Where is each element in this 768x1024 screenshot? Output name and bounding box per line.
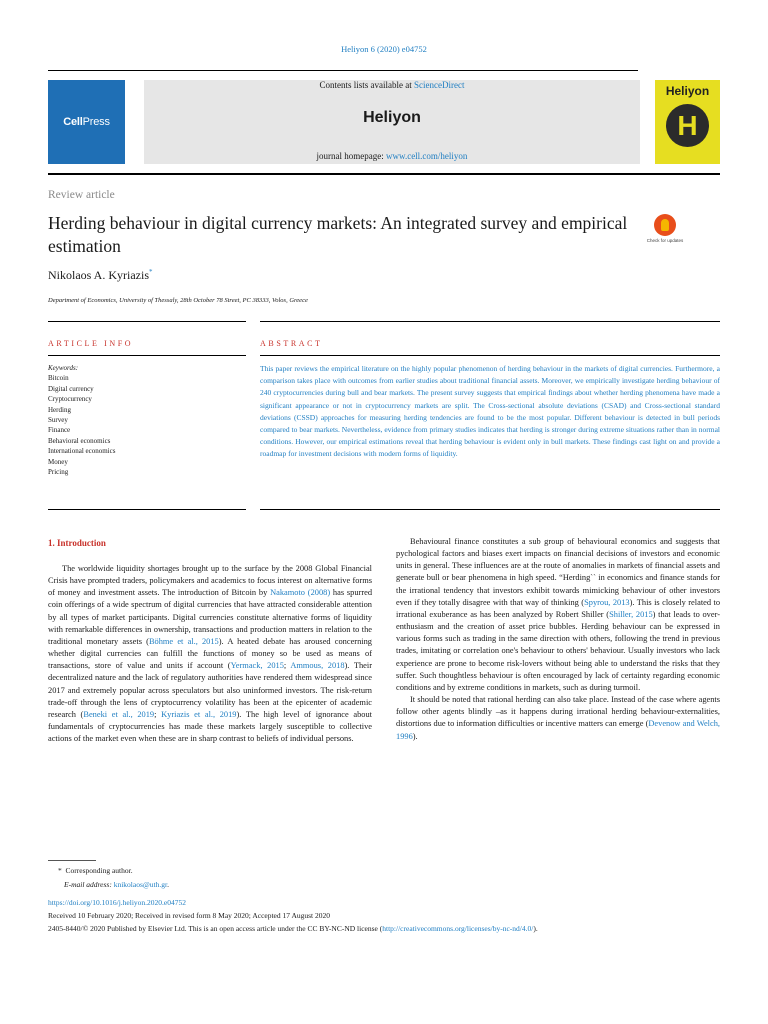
keywords-block — [48, 363, 238, 477]
paragraph-text: It should be noted that rational herding can also take place. Instead of the case where agents follow other agents blindly –as it happens during irrational herding behaviour-externalities, distortions due to information difficulties or incentive matters can emerge ( — [396, 695, 720, 729]
cellpress-logo-prefix: Cell — [63, 116, 83, 128]
cover-title: Heliyon — [665, 84, 710, 98]
keyword-item: Herding — [48, 405, 71, 414]
keyword-item: Money — [48, 457, 68, 466]
keyword-item: Bitcoin — [48, 374, 69, 383]
citation-link[interactable]: Shiller, 2015 — [609, 609, 653, 619]
affiliation: Department of Economics, University of Thessaly, 28th October 78 Street, PC 38333, Volos, Greece — [48, 297, 308, 304]
cover-h-logo: H — [666, 104, 709, 147]
article-title: Herding behaviour in digital currency markets: An integrated survey and empirical estimation — [48, 213, 628, 256]
paragraph — [48, 563, 372, 745]
abstract-rule-top — [260, 321, 720, 322]
citation-link[interactable]: Böhme et al., 2015 — [148, 636, 219, 646]
doi-link[interactable]: https://doi.org/10.1016/j.heliyon.2020.e04752 — [48, 898, 186, 907]
paragraph-text: ; — [283, 661, 291, 671]
keyword-item: International economics — [48, 447, 116, 456]
cellpress-logo-suffix: Press — [82, 116, 110, 128]
body-column-left — [48, 563, 372, 745]
paragraph-text: ). — [412, 731, 418, 741]
footnote-mark: * — [58, 866, 62, 875]
paragraph-text: The worldwide liquidity shortages brought up to the surface by the 2008 Global Financial Crisis have prompted traders, policymakers and academics to focus interest on alternative forms of money and investment assets. The introduction of Bitcoin by — [48, 564, 372, 598]
check-for-updates-button[interactable] — [645, 214, 685, 252]
contents-line — [144, 80, 640, 90]
footnote-corresponding — [48, 866, 133, 875]
citation-link[interactable]: Devenow and Welch, 1996 — [396, 719, 720, 741]
sciencedirect-link[interactable]: ScienceDirect — [414, 80, 465, 90]
homepage-prefix: journal homepage: — [316, 151, 387, 161]
cellpress-logo[interactable] — [48, 80, 125, 164]
abstract-heading: ABSTRACT — [260, 339, 323, 348]
citation-link[interactable]: Nakamoto (2008) — [270, 588, 331, 598]
received-dates: Received 10 February 2020; Received in revised form 8 May 2020; Accepted 17 August 2020 — [48, 911, 331, 920]
author-mark-link[interactable]: * — [149, 268, 153, 276]
email-end: . — [167, 880, 169, 889]
license-suffix: ). — [533, 924, 538, 933]
keyword-item: Cryptocurrency — [48, 395, 92, 404]
paragraph-text: Behavioural finance constitutes a sub group of behavioural economics and suggests that pychological factors and biases exert impacts on financial decisions of investors and economic units in general. These influences are at the route of anomalies in markets of financial assets and generate bull or bear phenomena in high speed. “Herding`` in economics and finance stands for the irrational tendency that investors exhibit towards mimicking behaviour of other investors even if they totally disagree with that way of thinking ( — [396, 537, 720, 607]
doi-line — [48, 898, 728, 908]
footnote-email — [48, 880, 169, 889]
homepage-line — [144, 151, 640, 161]
masthead-rule — [48, 173, 720, 175]
abstract-rule-mid — [260, 355, 720, 356]
paragraph-text: ; — [154, 709, 162, 719]
paragraph-text: ). Their decentralized nature and the lack of regulatory authorities have rendered them widespread since 2017 and extremely popular across speculators but also uninformed investors. The risk-return trade-off through the lens of cryptocurrency volatility has been at the epicenter of academic research ( — [48, 661, 372, 719]
author-line — [48, 268, 153, 283]
journal-name: Heliyon — [363, 109, 421, 126]
citation-link[interactable]: Beneki et al., 2019 — [83, 709, 155, 719]
paragraph-text: ) that leads to over-enthusiasm and the creation of asset price bubbles. Herding behaviour can be expressed in various forms such as trading in the same direction with others, following the trend in previous trades, imitating or correlation one's behaviour to others' behaviour. Usually investors who lack experience are prone to become risk-lovers without being able to understand the risks that they suffer. Such thoughtless behaviour is often encouraged by lack of certainty regarding economic conditions and by extreme conditions in markets, such as during turmoil. — [396, 609, 720, 692]
keyword-item: Survey — [48, 416, 68, 425]
paragraph-text: ). This is closely related to irrational exuberance as has been analyzed by Robert Shiller ( — [396, 597, 721, 619]
header-rule — [48, 70, 638, 71]
journal-cover[interactable] — [655, 80, 720, 164]
contents-prefix: Contents lists available at — [319, 80, 414, 90]
section-heading-introduction: 1. Introduction — [48, 538, 106, 548]
running-head[interactable]: Heliyon 6 (2020) e04752 — [341, 44, 427, 54]
homepage-link[interactable]: www.cell.com/heliyon — [386, 151, 468, 161]
keywords-label: Keywords: — [48, 364, 79, 372]
license-link[interactable]: http://creativecommons.org/licenses/by-nc-nd/4.0/ — [382, 924, 534, 933]
citation-link[interactable]: Spyrou, 2013 — [584, 597, 630, 607]
email-label: E-mail address: — [64, 880, 112, 889]
license-prefix: 2405-8440/© 2020 Published by Elsevier Ltd. This is an open access article under the CC BY-NC-ND license ( — [48, 924, 383, 933]
paragraph-text: ). A heated debate has aroused concerning whether digital currencies can fulfill the functions of money so be used as means of transactions, store of value and units if account ( — [48, 636, 372, 671]
check-updates-label: Check for updates — [646, 238, 684, 243]
masthead — [48, 80, 720, 164]
article-type: Review article — [48, 189, 115, 201]
footnote-rule — [48, 860, 96, 861]
keyword-item: Digital currency — [48, 384, 94, 393]
citation-link[interactable]: Kyriazis et al., 2019 — [161, 709, 237, 719]
article-info-rule-bottom — [48, 509, 246, 510]
paragraph — [396, 694, 720, 743]
keyword-item: Pricing — [48, 468, 69, 477]
paragraph-text: ). The high level of ignorance about fundamentals of cryptocurrencies has made these markets largely susceptible to collective actions of the market even when these are in sharp contrast to beliefs of individual persons. — [48, 709, 373, 744]
keyword-item: Behavioral economics — [48, 436, 111, 445]
author-name: Nikolaos A. Kyriazis — [48, 268, 149, 282]
check-updates-icon — [654, 214, 676, 236]
article-info-rule-top — [48, 321, 246, 322]
article-info-rule-mid — [48, 355, 246, 356]
email-link[interactable]: knikolaos@uth.gr — [113, 880, 168, 889]
keyword-item: Finance — [48, 426, 71, 435]
abstract-text: This paper reviews the empirical literature on the highly popular phenomenon of herding behaviour in the markets of digital currencies. Furthermore, a comparison takes place with outcomes from earlier studies about traditional financial assets. Moreover, we empirically investigate herding behaviour of 240 cryptocurrencies during bull and bear markets. The present survey suggests that empirical findings about whether herding phenomena have made a significant appearance or not in cryptocurrency markets are split. The Cross-sectional absolute deviations (CSAD) and Cross-sectional standard deviations (CSSD) approaches for measuring herding tendencies are found to be the most popular. Different behaviour is detected in bull periods compared to bear markets. Nevertheless, evidence from primary studies indicates that herding is stronger during extreme situations rather than in normal conditions. However, our empirical estimations reveal that herding behaviour is evident only in bull markets. These findings cast light on and provide a roadmap for investment decisions with modern forms of liquidity. — [260, 364, 720, 459]
paragraph — [396, 536, 720, 694]
abstract-rule-bottom — [260, 509, 720, 510]
license-line — [48, 924, 728, 934]
citation-link[interactable]: Yermack, 2015 — [230, 661, 284, 671]
paragraph-text: has spurred coin offerings of a wide spectrum of digital currencies that have attracted considerable attention by all types of market participants. Digital currencies constitute alternative forms of liquidity with remarkable differences in ownership, transactions and production matters in relation to the traditional monetary assets ( — [48, 588, 373, 646]
article-info-heading: ARTICLE INFO — [48, 339, 134, 348]
keywords-list — [48, 373, 238, 477]
body-column-right — [396, 536, 720, 743]
corresponding-author-label: Corresponding author. — [65, 866, 133, 875]
masthead-center — [144, 80, 640, 164]
citation-link[interactable]: Ammous, 2018 — [290, 661, 345, 671]
